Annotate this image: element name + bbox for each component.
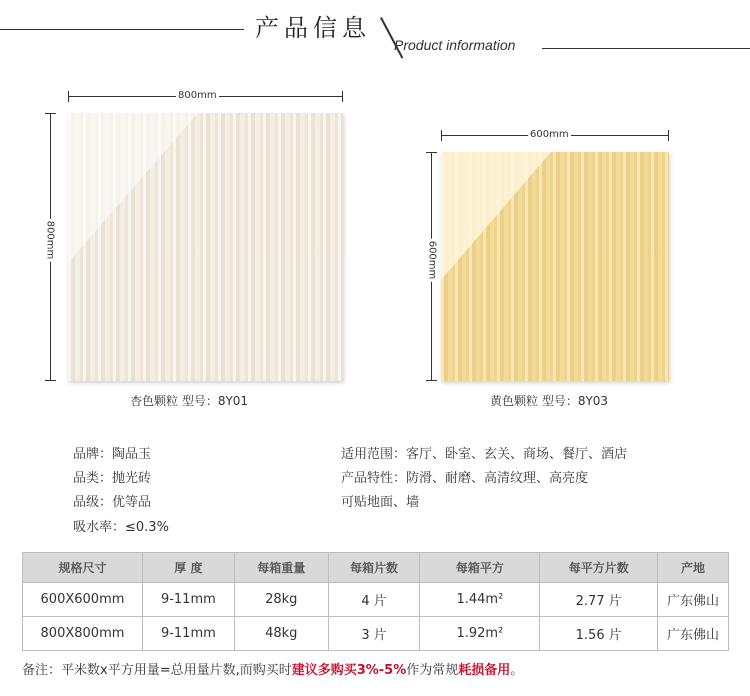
footer-highlight-spare: 耗损备用 (458, 663, 511, 678)
table-cell: 9-11mm (142, 583, 234, 617)
tile1-caption: 杏色颗粒 型号：8Y01 (130, 394, 249, 408)
col-header-thickness: 厚 度 (142, 553, 234, 583)
tile1-height-label: 800mm (44, 220, 56, 260)
spec-water-absorption: 吸水率：≤0.3% (73, 520, 169, 535)
table-row (23, 617, 729, 651)
tile1-gloss (68, 113, 343, 381)
table-cell: 1.92m² (420, 617, 540, 651)
section-title: 产品信息 (255, 14, 371, 42)
table-cell: 48kg (234, 617, 328, 651)
tile2-width-label: 600mm (530, 129, 569, 140)
table-cell: 4 片 (328, 583, 420, 617)
tile-image-apricot (68, 113, 343, 381)
spec-features: 产品特性：防滑、耐磨、高清纹理、高亮度 (341, 471, 589, 486)
col-header-pieces-per-sqm: 每平方片数 (540, 553, 658, 583)
table-header-row (23, 553, 729, 583)
table-cell: 1.44m² (420, 583, 540, 617)
spec-table (22, 552, 729, 651)
table-cell: 1.56 片 (540, 617, 658, 651)
footer-middle: 作为常规 (406, 663, 459, 678)
table-cell: 9-11mm (142, 617, 234, 651)
table-cell: 600X600mm (23, 583, 143, 617)
col-header-origin: 产地 (658, 553, 729, 583)
footer-note (22, 659, 523, 678)
table-cell: 2.77 片 (540, 583, 658, 617)
footer-suffix: 。 (510, 663, 524, 678)
table-cell: 3 片 (328, 617, 420, 651)
col-header-pieces: 每箱片数 (328, 553, 420, 583)
table-cell: 广东佛山 (658, 583, 729, 617)
table-cell: 800X800mm (23, 617, 143, 651)
col-header-size: 规格尺寸 (23, 553, 143, 583)
header-divider-right (542, 48, 750, 49)
tile2-height-label: 600mm (426, 240, 438, 280)
tile2-gloss (441, 152, 669, 381)
footer-prefix: 备注：平米数x平方用量=总用量片数,而购买时 (22, 663, 292, 678)
spec-surface: 可贴地面、墙 (341, 495, 420, 510)
section-subtitle: Product information (394, 37, 516, 53)
table-cell: 广东佛山 (658, 617, 729, 651)
tile-image-yellow (441, 152, 669, 381)
tile2-caption: 黄色颗粒 型号：8Y03 (490, 394, 609, 408)
header-divider-left (0, 29, 244, 30)
col-header-weight: 每箱重量 (234, 553, 328, 583)
spec-brand: 品牌：陶品玉 (73, 447, 152, 462)
tile1-width-label: 800mm (178, 90, 217, 101)
spec-usage: 适用范围：客厅、卧室、玄关、商场、餐厅、酒店 (341, 447, 628, 462)
footer-highlight-extra: 建议多购买3%-5% (291, 663, 407, 678)
spec-category: 品类：抛光砖 (73, 471, 152, 486)
table-row (23, 583, 729, 617)
col-header-area: 每箱平方 (420, 553, 540, 583)
table-cell: 28kg (234, 583, 328, 617)
spec-grade: 品级：优等品 (73, 495, 152, 510)
